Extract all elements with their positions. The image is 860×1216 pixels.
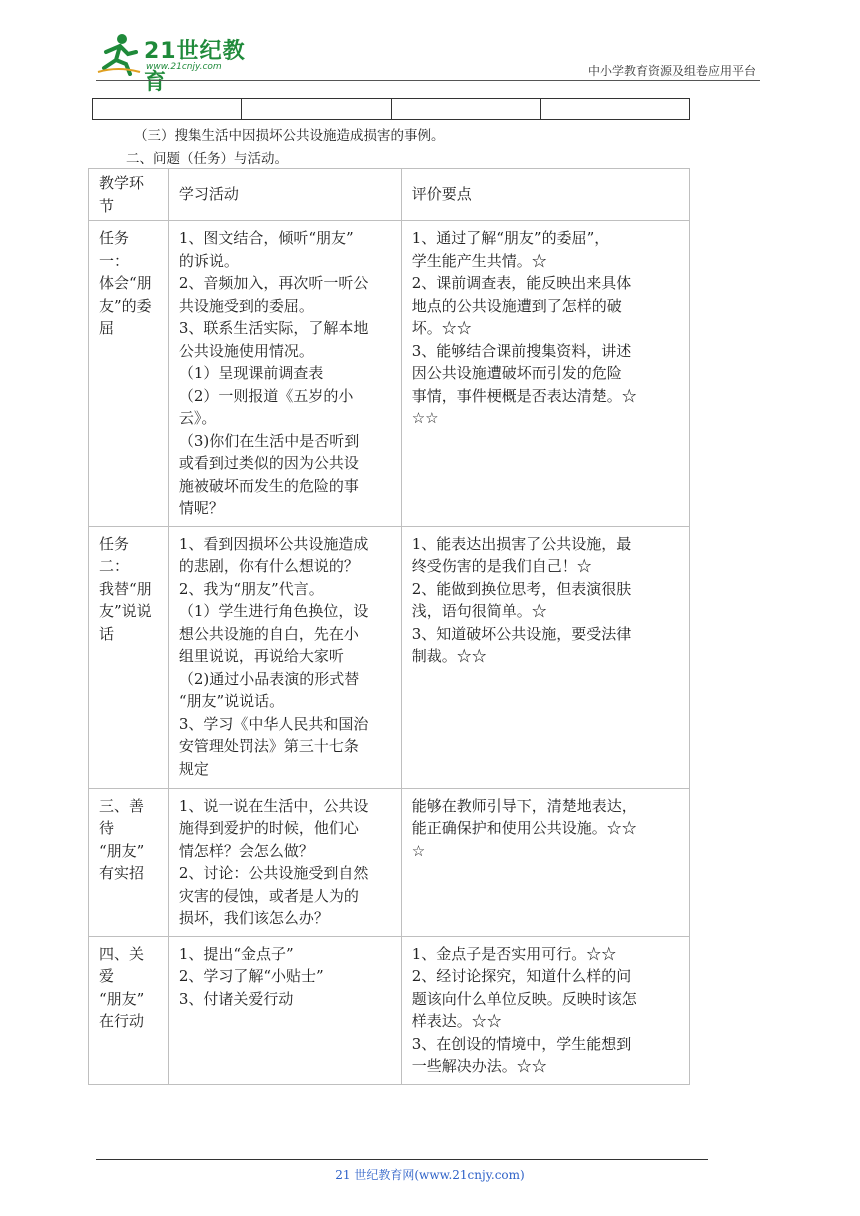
evaluation-cell-line: 终受伤害的是我们自己！☆ bbox=[411, 557, 592, 575]
task-cell-line: 友”说说 bbox=[99, 602, 152, 620]
table-row bbox=[89, 788, 690, 936]
table-row bbox=[89, 526, 690, 788]
task-cell-line: 在行动 bbox=[99, 1012, 145, 1030]
section-heading-tasks: 二、问题（任务）与活动。 bbox=[126, 151, 288, 167]
activity-cell-line: 3、学习《中华人民共和国治 bbox=[178, 714, 369, 733]
evaluation-cell-line: 一些解决办法。☆☆ bbox=[411, 1057, 547, 1075]
activity-cell-line: 1、说一说在生活中，公共设 bbox=[178, 796, 369, 815]
header-divider bbox=[96, 80, 760, 81]
evaluation-cell-line: 样表达。☆☆ bbox=[411, 1012, 502, 1030]
activity-cell bbox=[168, 221, 401, 527]
activity-cell-line: 3、付诸关爱行动 bbox=[178, 989, 294, 1008]
activity-cell-line: 想公共设施的自白，先在小 bbox=[178, 624, 359, 643]
table-cell bbox=[242, 99, 391, 120]
table-row bbox=[89, 221, 690, 527]
logo-url: www.21cnjy.com bbox=[146, 62, 222, 72]
header-learning-activity: 学习活动 bbox=[168, 169, 401, 221]
header-teaching-stage: 教学环节 bbox=[89, 169, 169, 221]
evaluation-cell-line: 地点的公共设施遭到了怎样的破 bbox=[411, 296, 622, 315]
evaluation-cell bbox=[401, 526, 689, 788]
task-cell bbox=[89, 788, 169, 936]
activity-cell-line: 情怎样？会怎么做？ bbox=[178, 841, 314, 860]
logo-text: 21世纪教育 bbox=[144, 39, 246, 95]
site-logo[interactable] bbox=[96, 32, 266, 95]
header-platform-text: 中小学教育资源及组卷应用平台 bbox=[587, 64, 756, 78]
task-cell-line: 任务一： bbox=[99, 229, 130, 270]
table-header-row bbox=[89, 169, 690, 221]
activity-cell-line: 损坏，我们该怎么办？ bbox=[178, 909, 329, 927]
activity-cell-line: 的悲剧，你有什么想说的？ bbox=[178, 557, 359, 575]
activity-cell-line: 公共设施使用情况。 bbox=[178, 341, 314, 360]
runner-icon bbox=[96, 32, 142, 76]
task-cell-line: 屈 bbox=[99, 319, 115, 337]
activity-cell-line: 1、提出“金点子” bbox=[178, 944, 294, 963]
activity-cell-line: 1、图文结合，倾听“朋友” bbox=[178, 229, 354, 247]
evaluation-cell-line: 3、能够结合课前搜集资料，讲述 bbox=[411, 341, 632, 360]
evaluation-cell-line: 制裁。☆☆ bbox=[411, 647, 487, 665]
table-row bbox=[89, 936, 690, 1084]
paragraph-collect-examples: （三）搜集生活中因损坏公共设施造成损害的事例。 bbox=[134, 128, 445, 144]
activity-cell bbox=[168, 936, 401, 1084]
evaluation-cell-line: 1、通过了解“朋友”的委屈”， bbox=[411, 229, 610, 247]
activity-cell bbox=[168, 788, 401, 936]
task-cell-line: 友”的委 bbox=[99, 296, 152, 315]
evaluation-cell-line: 2、能做到换位思考，但表演很肤 bbox=[411, 579, 632, 598]
task-cell-line: 三、善待 bbox=[99, 796, 145, 837]
evaluation-cell-line: 题该向什么单位反映。反映时该怎 bbox=[411, 989, 637, 1008]
activity-cell-line: 情呢？ bbox=[178, 499, 224, 517]
task-cell bbox=[89, 526, 169, 788]
activity-cell-line: 施得到爱护的时候，他们心 bbox=[178, 819, 359, 837]
evaluation-cell-line: ☆☆ bbox=[411, 409, 439, 427]
task-cell-line: 四、关爱 bbox=[99, 944, 145, 985]
activity-cell-line: 组里说说，再说给大家听 bbox=[178, 647, 344, 665]
activity-cell-line: 施被破坏而发生的危险的事 bbox=[178, 476, 359, 495]
evaluation-cell-line: ☆ bbox=[411, 841, 426, 860]
evaluation-cell-line: 能够在教师引导下，清楚地表达， bbox=[411, 796, 637, 815]
evaluation-cell-line: 因公共设施遭破坏而引发的危险 bbox=[411, 364, 622, 382]
evaluation-cell-line: 2、课前调查表，能反映出来具体 bbox=[411, 274, 632, 292]
table-cell bbox=[391, 99, 540, 120]
activity-cell-line: 的诉说。 bbox=[178, 251, 239, 270]
evaluation-cell-line: 坏。☆☆ bbox=[411, 319, 472, 337]
footer-site-link[interactable]: 21 世纪教育网(www.21cnjy.com) bbox=[335, 1168, 525, 1182]
evaluation-cell-line: 1、金点子是否实用可行。☆☆ bbox=[411, 944, 617, 963]
activity-cell-line: （2)通过小品表演的形式替 bbox=[178, 669, 360, 688]
activity-cell-line: 共设施受到的委屈。 bbox=[178, 296, 314, 315]
footer-divider bbox=[96, 1159, 708, 1160]
evaluation-cell bbox=[401, 221, 689, 527]
task-cell-line: 任务二： bbox=[99, 534, 130, 575]
table-row bbox=[93, 99, 690, 120]
evaluation-cell bbox=[401, 936, 689, 1084]
task-cell-line: “朋友” bbox=[99, 841, 145, 860]
evaluation-cell-line: 3、在创设的情境中，学生能想到 bbox=[411, 1034, 632, 1053]
table-body bbox=[89, 221, 690, 1085]
evaluation-cell-line: 1、能表达出损害了公共设施，最 bbox=[411, 534, 632, 553]
activity-cell-line: 3、联系生活实际，了解本地 bbox=[178, 319, 369, 337]
activity-cell-line: 2、我为“朋友”代言。 bbox=[178, 579, 324, 598]
task-cell bbox=[89, 221, 169, 527]
table-cell bbox=[93, 99, 242, 120]
task-cell-line: 话 bbox=[99, 624, 115, 643]
evaluation-cell-line: 事情，事件梗概是否表达清楚。☆ bbox=[411, 386, 637, 405]
activity-cell-line: 云》。 bbox=[178, 409, 217, 427]
task-cell-line: 我替“朋 bbox=[99, 579, 152, 598]
evaluation-cell-line: 3、知道破坏公共设施，要受法律 bbox=[411, 624, 632, 643]
evaluation-cell-line: 浅，语句很简单。☆ bbox=[411, 602, 547, 620]
page-header bbox=[96, 26, 760, 95]
activity-cell-line: 1、看到因损坏公共设施造成 bbox=[178, 534, 369, 553]
evaluation-cell-line: 学生能产生共情。☆ bbox=[411, 251, 547, 270]
header-evaluation-points: 评价要点 bbox=[401, 169, 689, 221]
lesson-task-table bbox=[88, 168, 690, 1085]
task-cell bbox=[89, 936, 169, 1084]
activity-cell-line: （2）一则报道《五岁的小 bbox=[178, 386, 354, 405]
activity-cell-line: “朋友”说说话。 bbox=[178, 692, 285, 710]
activity-cell-line: 2、音频加入，再次听一听公 bbox=[178, 274, 369, 292]
table-cell bbox=[540, 99, 689, 120]
activity-cell-line: 规定 bbox=[178, 759, 209, 778]
activity-cell-line: （1）呈现课前调查表 bbox=[178, 364, 324, 382]
activity-cell-line: 2、讨论：公共设施受到自然 bbox=[178, 864, 369, 882]
activity-cell bbox=[168, 526, 401, 788]
task-cell-line: “朋友” bbox=[99, 989, 145, 1008]
task-cell-line: 有实招 bbox=[99, 864, 145, 882]
evaluation-cell-line: 2、经讨论探究，知道什么样的问 bbox=[411, 967, 632, 985]
continued-table-fragment bbox=[92, 98, 690, 120]
activity-cell-line: 2、学习了解“小贴士” bbox=[178, 967, 324, 985]
activity-cell-line: 或看到过类似的因为公共设 bbox=[178, 454, 359, 472]
task-cell-line: 体会“朋 bbox=[99, 274, 152, 292]
evaluation-cell bbox=[401, 788, 689, 936]
activity-cell-line: （3)你们在生活中是否听到 bbox=[178, 431, 360, 450]
evaluation-cell-line: 能正确保护和使用公共设施。☆☆ bbox=[411, 819, 637, 837]
activity-cell-line: 灾害的侵蚀，或者是人为的 bbox=[178, 886, 359, 905]
activity-cell-line: 安管理处罚法》第三十七条 bbox=[178, 737, 359, 755]
activity-cell-line: （1）学生进行角色换位，设 bbox=[178, 602, 369, 620]
